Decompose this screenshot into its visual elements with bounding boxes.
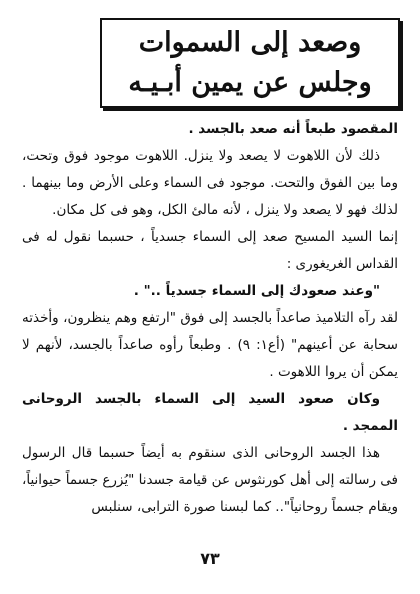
paragraph-disciples: لقد رآه التلاميذ صاعداً بالجسد إلى فوق "ارتفع وهم ينظرون، وأخذته سحابة عن أعينهم" (أع١: ٩) . وطبعاً رأوه صاعداً بالجسد، لأنهم لا يمكن أن يروا اللاهوت . bbox=[22, 310, 398, 380]
chapter-title-line-1: وصعد إلى السموات bbox=[138, 27, 362, 58]
liturgy-quote: "وعند صعودك إلى السماء جسدياً .." . bbox=[133, 283, 380, 299]
page-number: ٧٣ bbox=[200, 549, 220, 568]
body-text bbox=[22, 116, 398, 521]
chapter-title-box bbox=[100, 18, 400, 108]
chapter-title-line-2: وجلس عن يمين أبـيـه bbox=[128, 67, 372, 98]
paragraph-spiritual-body: هذا الجسد الروحانى الذى سنقوم به أيضاً حسبما قال الرسول فى رسالته إلى أهل كورنثوس عن قيامة جسدنا "يُزرع جسماً حيوانياً، ويقام جسماً روحانياً".. كما لبسنا صورة الترابى، سنلبس bbox=[22, 445, 398, 515]
paragraph-divinity: ذلك لأن اللاهوت لا يصعد ولا ينزل. اللاهوت موجود فوق وتحت، وما بين الفوق والتحت. موجود فى السماء وعلى الأرض وما بينهما . لذلك فهو لا يصعد ولا ينزل ، لأنه مالئ الكل، وهو فى كل مكان. bbox=[22, 148, 398, 218]
paragraph-ascension-bodily: إنما السيد المسيح صعد إلى السماء جسدياً ، حسبما نقول له فى القداس الغريغورى : bbox=[22, 229, 398, 272]
paragraph-intro: المقصود طبعاً أنه صعد بالجسد . bbox=[188, 121, 398, 137]
paragraph-glorified-body: وكان صعود السيد إلى السماء بالجسد الروحانى الممجد . bbox=[22, 391, 398, 434]
